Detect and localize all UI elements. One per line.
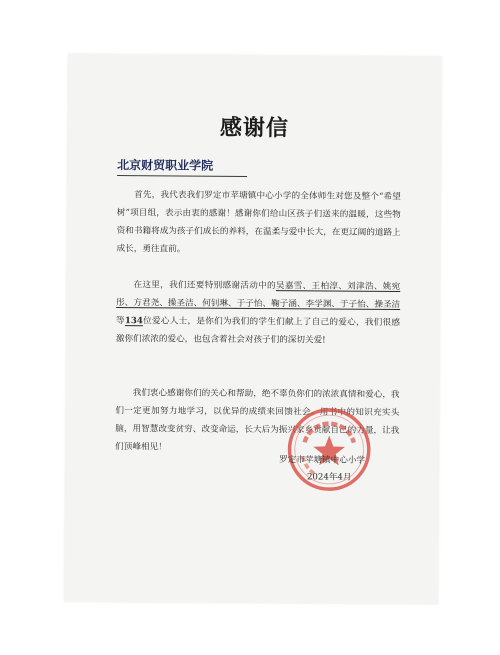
letter-title: 感谢信 — [219, 115, 289, 142]
recipient-name: 北京财贸职业学院 — [117, 158, 214, 173]
paragraph-3: 我们衷心感谢你们的关心和帮助，绝不辜负你们的浓浓真情和爱心，我们一定更加努力地学习，以优异的成绩来回馈社会。用书中的知识充实头脑，用智慧改变贫穷、改变命运，长大后为振兴家乡贡献自己的力量，让我们顶峰相见！ — [115, 388, 400, 453]
paragraph-2-rest: 位爱心人士，是你们为我们的学生们献上了自己的爱心，我们很感激你们浓浓的爱心，也包含着社会对孩子们的深切关爱! — [115, 316, 401, 346]
signature-school: 罗定市苹塘镇中心小学 — [279, 455, 366, 466]
letter-paper — [64, 54, 442, 605]
paragraph-1: 首先，我代表我们罗定市苹塘镇中心小学的全体师生对您及整个“希望树”项目组，表示由衷的感谢！感谢你们给山区孩子们送来的温暖，这些物资和书籍将成为孩子们成长的养料，在温柔与爱中长大，在更辽阔的道路上成长，勇往直前。 — [116, 190, 401, 255]
signature-block — [279, 452, 365, 487]
letter-body — [115, 186, 401, 453]
paragraph-2-connector: 等 — [116, 316, 125, 327]
donor-count: 134 — [124, 316, 143, 327]
paragraph-2-intro: 在这里，我们还要特别感谢活动中的 — [133, 280, 276, 292]
recipient-underline — [117, 175, 247, 177]
signature-date: 2024年4月 — [306, 472, 352, 483]
donor-names: 吴嘉雪、王柏淳、刘津浩、姚宛彤、方君尧、操圣洁、何钊琳、于子怡、鞠子涵、李学渊、于子怡、操圣洁 — [116, 281, 401, 311]
paragraph-2 — [116, 276, 400, 350]
